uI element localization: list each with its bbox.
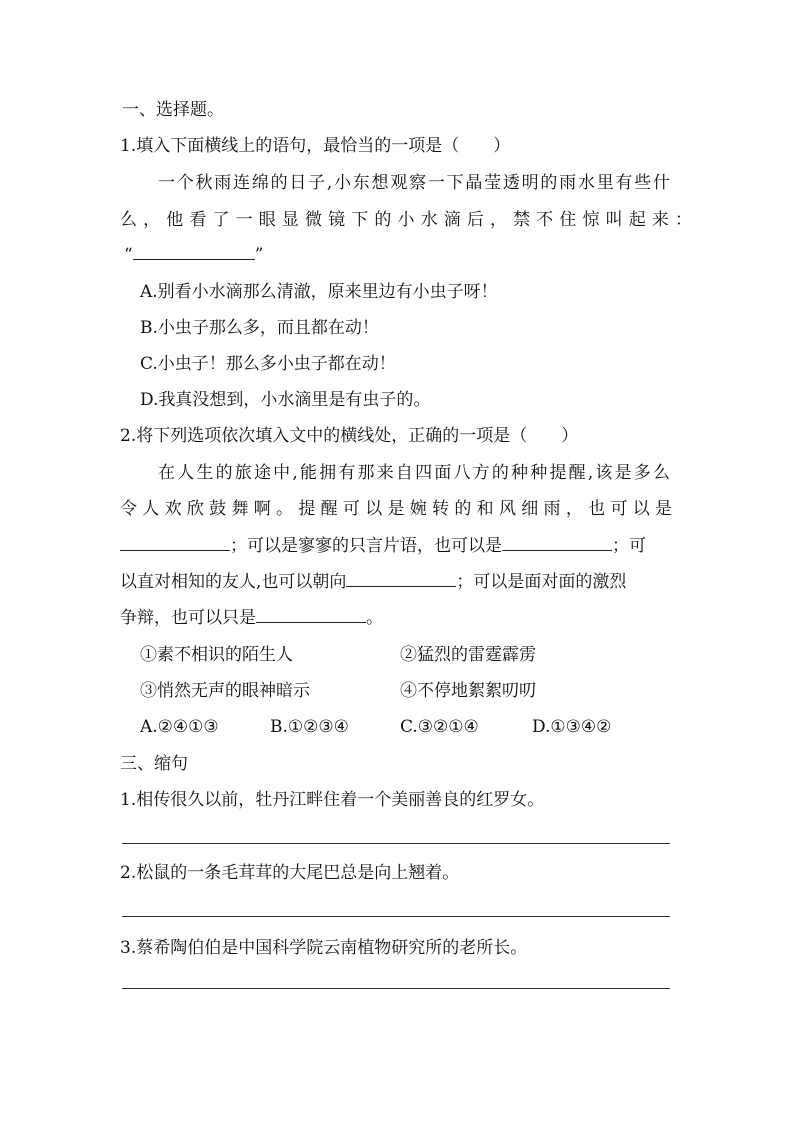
q2-item-2: ②猛烈的雷霆霹雳 (400, 645, 536, 665)
fill-blank[interactable] (133, 245, 255, 260)
q1-option-c[interactable]: C.小虫子！那么多小虫子都在动！ (140, 354, 396, 374)
fill-blank-1[interactable] (120, 536, 230, 551)
q2-passage-line-4 (120, 571, 626, 593)
q2-item-4: ④不停地絮絮叨叨 (400, 681, 536, 701)
q2-option-b[interactable]: B.①②③④ (270, 717, 349, 737)
answer-line-3[interactable] (122, 988, 670, 989)
q1-passage-line-1 (158, 172, 670, 194)
q2-passage-line-2 (120, 498, 672, 520)
q2-passage-text-2: 令人欢欣鼓舞啊。提醒可以是婉转的和风细雨，也可以是 (120, 499, 672, 519)
q2-option-c[interactable]: C.③②①④ (400, 717, 479, 737)
fill-blank-2[interactable] (502, 536, 612, 551)
q2-passage-line-3 (120, 535, 646, 557)
q1-passage-line-2 (120, 209, 692, 231)
q2-line4-text-a: 以直对相知的友人,也可以朝向 (120, 572, 347, 592)
q2-passage-line-1 (158, 462, 670, 484)
q2-item-3: ③悄然无声的眼神暗示 (140, 681, 310, 701)
section-heading-choice: 一、选择题。 (122, 100, 224, 120)
q1-option-d[interactable]: D.我真没想到，小水滴里是有虫子的。 (140, 390, 431, 410)
answer-line-1[interactable] (122, 843, 670, 844)
q2-item-1: ①素不相识的陌生人 (140, 645, 293, 665)
q1-stem: 1.填入下面横线上的语句，最恰当的一项是（ ） (120, 136, 511, 156)
quote-open: “ (124, 245, 133, 265)
q2-line5-text-a: 争辩，也可以只是 (120, 608, 256, 628)
section-heading-condense: 三、缩句 (120, 754, 188, 774)
q1-option-b[interactable]: B.小虫子那么多，而且都在动！ (140, 318, 379, 338)
q2-line3-text-a: ；可以是寥寥的只言片语，也可以是 (230, 536, 502, 556)
condense-item-1: 1.相传很久以前，牡丹江畔住着一个美丽善良的红罗女。 (120, 790, 545, 810)
q1-passage-text-1: 一个秋雨连绵的日子,小东想观察一下晶莹透明的雨水里有些什 (158, 173, 670, 193)
fill-blank-3[interactable] (346, 572, 456, 587)
q1-quote-blank (124, 244, 263, 266)
condense-item-2: 2.松鼠的一条毛茸茸的大尾巴总是向上翘着。 (120, 863, 460, 883)
q2-line3-text-b: ；可 (612, 536, 646, 556)
answer-line-2[interactable] (122, 916, 670, 917)
q2-option-a[interactable]: A.②④①③ (140, 717, 219, 737)
q2-option-d[interactable]: D.①③④② (532, 717, 612, 737)
q1-passage-text-2: 么，他看了一眼显微镜下的小水滴后，禁不住惊叫起来： (120, 210, 692, 230)
q2-stem: 2.将下列选项依次填入文中的横线处，正确的一项是（ ） (120, 426, 579, 446)
condense-item-3: 3.蔡希陶伯伯是中国科学院云南植物研究所的老所长。 (120, 938, 528, 958)
fill-blank-4[interactable] (256, 608, 366, 623)
q2-passage-text-1: 在人生的旅途中,能拥有那来自四面八方的种种提醒,该是多么 (158, 463, 670, 483)
q2-line5-text-b: 。 (366, 608, 383, 628)
q2-passage-line-5 (120, 607, 383, 629)
quote-close: ” (254, 245, 264, 265)
q1-option-a[interactable]: A.别看小水滴那么清澈，原来里边有小虫子呀！ (140, 282, 498, 302)
q2-line4-text-b: ；可以是面对面的激烈 (456, 572, 627, 592)
